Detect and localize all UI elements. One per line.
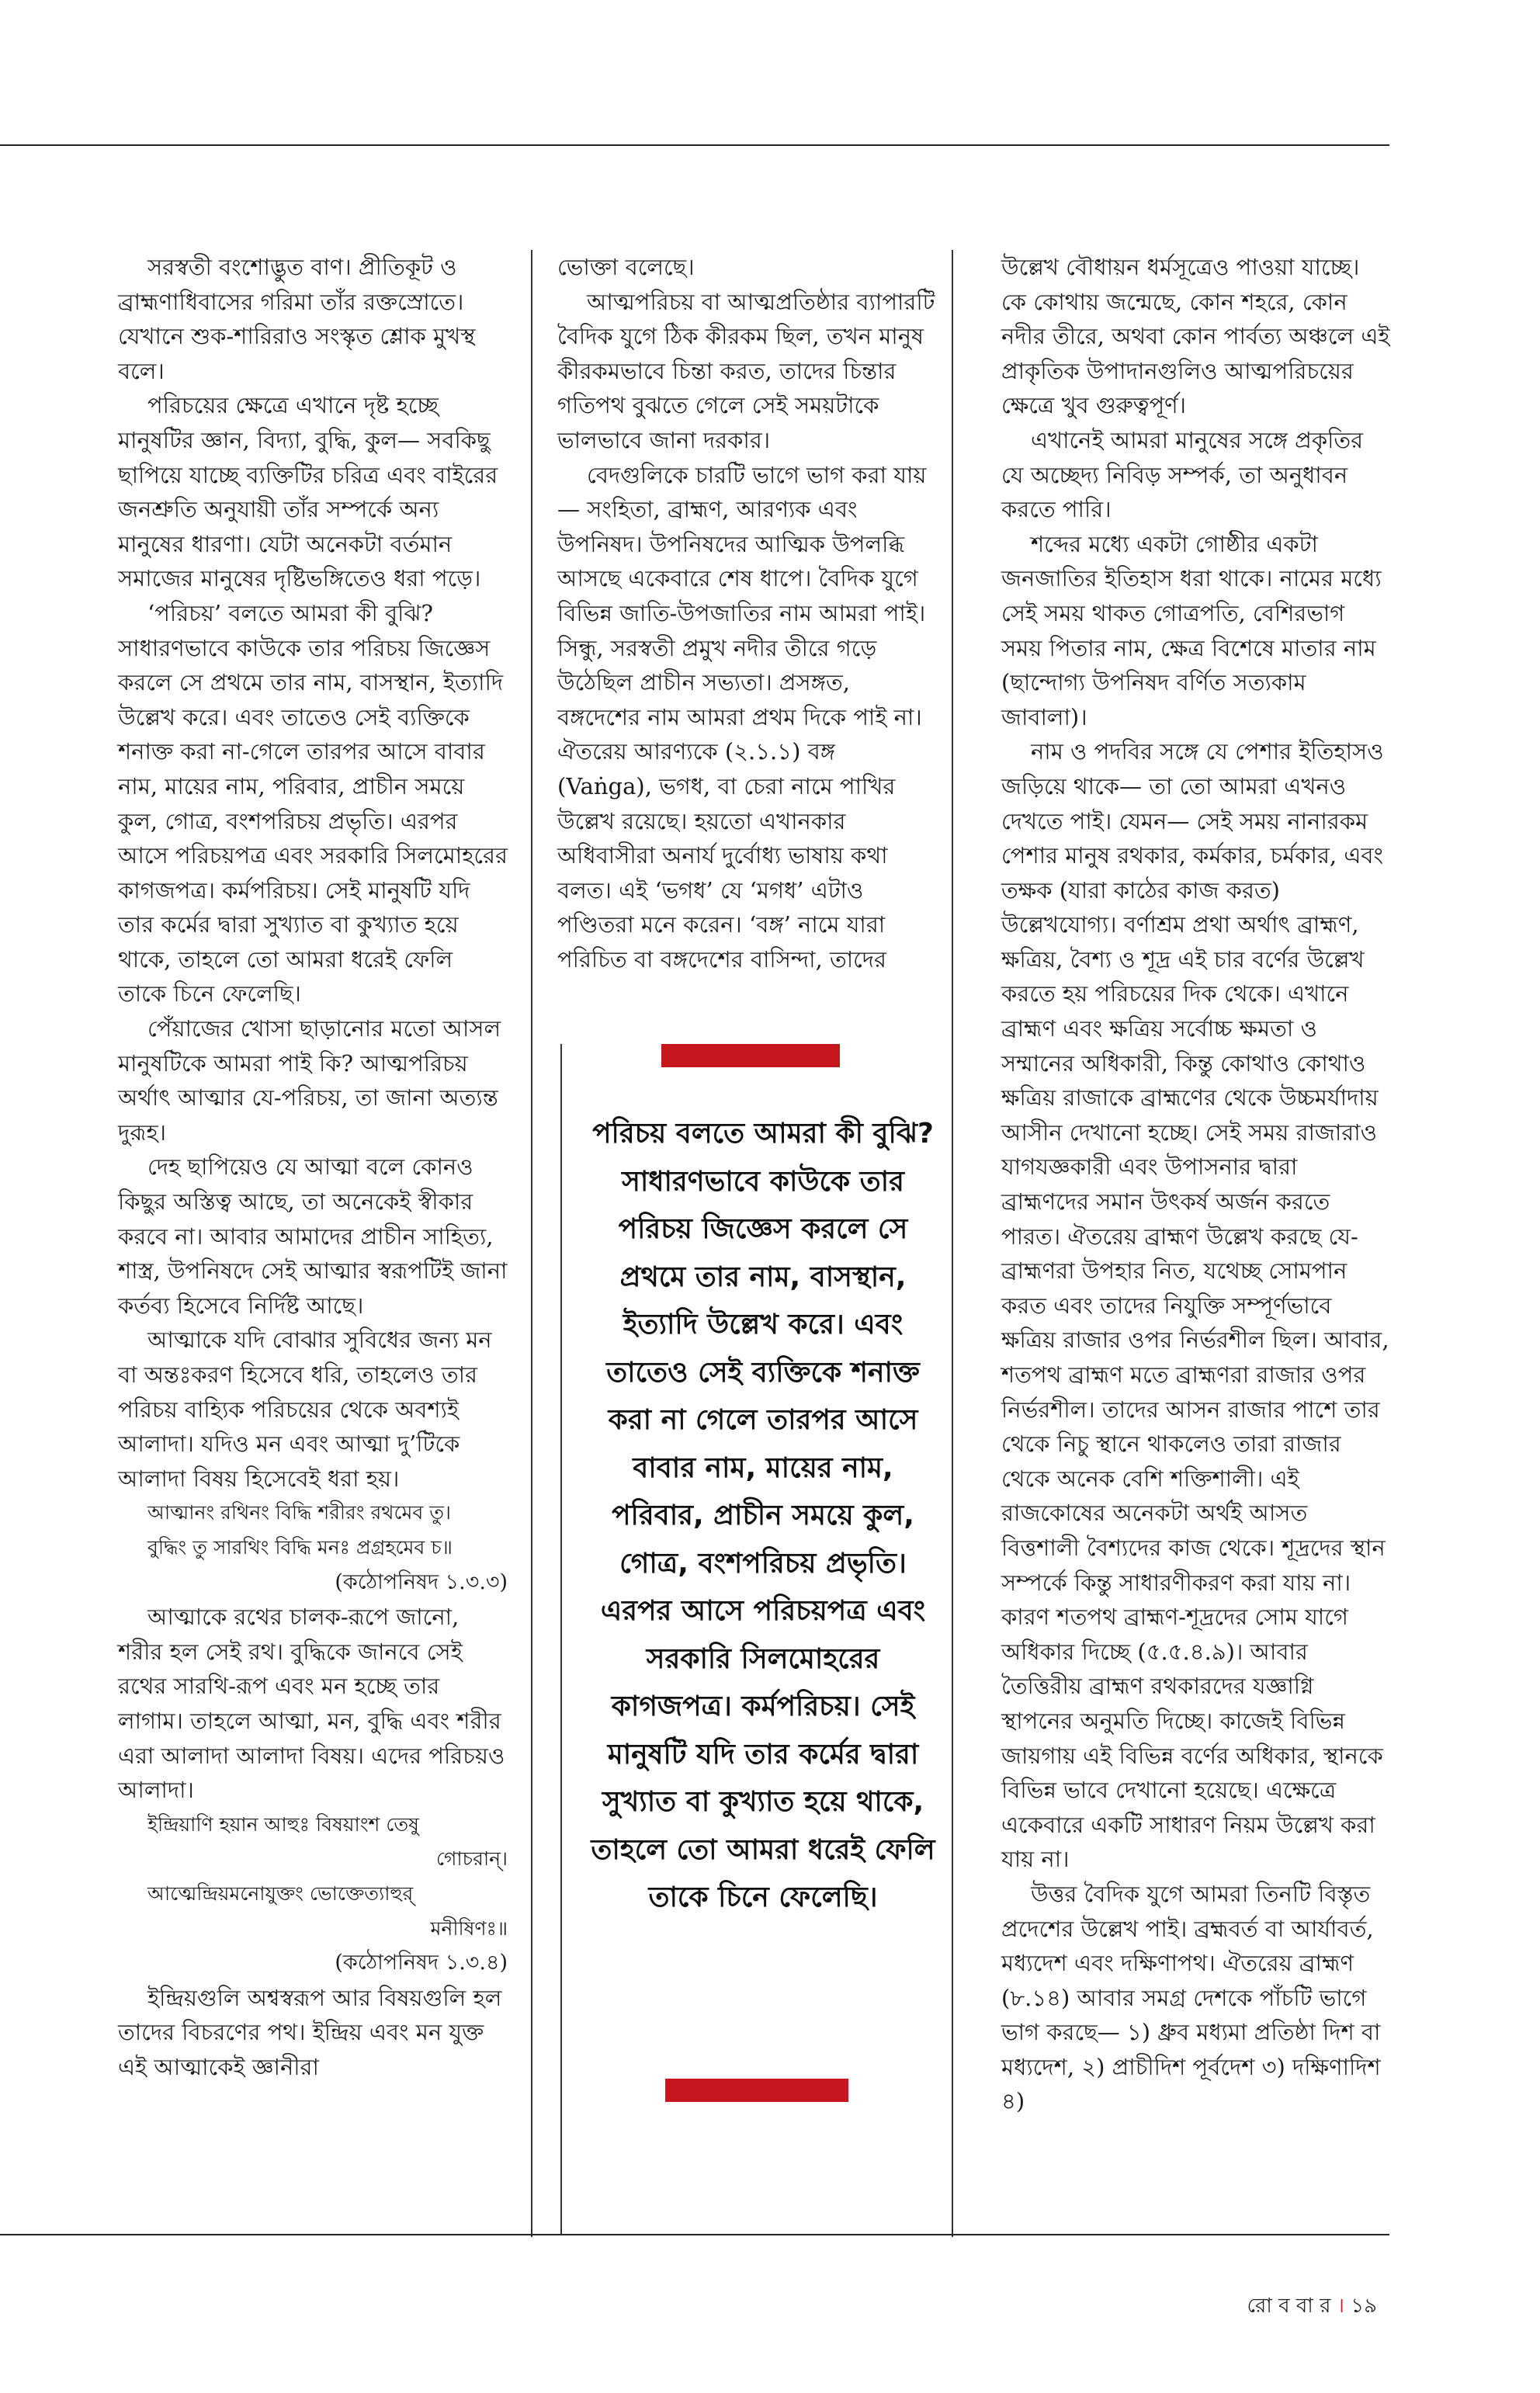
- verse-line: বুদ্ধিং তু সারথিং বিদ্ধি মনঃ প্রগ্রহমেব চ॥: [147, 1535, 453, 1559]
- column-divider-pull: [560, 1044, 562, 2235]
- column-left: [118, 250, 508, 2084]
- paragraph: সরস্বতী বংশোদ্ভুত বাণ। প্রীতিকূট ও ব্রাহ্মণাধিবাসের গরিমা তাঁর রক্তস্রোতে। যেখানে শুক-শারিরাও সংস্কৃত শ্লোক মুখস্থ বলে।: [118, 254, 476, 384]
- paragraph: পেঁয়াজের খোসা ছাড়ানোর মতো আসল মানুষটিকে আমরা পাই কি? আত্মপরিচয় অর্থাৎ আত্মার যে-পরিচয়, তা জানা অত্যন্ত দুরূহ।: [118, 1015, 501, 1146]
- paragraph: উল্লেখ বৌধায়ন ধর্মসূত্রেও পাওয়া যাচ্ছে। কে কোথায় জন্মেছে, কোন শহরে, কোন নদীর তীরে, অথবা কোন পার্বত্য অঞ্চলে এই প্রাকৃতিক উপাদানগুলিও আত্মপরিচয়ের ক্ষেত্রে খুব গুরুত্বপূর্ণ।: [1001, 254, 1390, 419]
- paragraph: উত্তর বৈদিক যুগে আমরা তিনটি বিস্তৃত প্রদেশের উল্লেখ পাই। ব্রহ্মবর্ত বা আর্যাবর্ত, মধ্যদেশ এবং দক্ষিণাপথ। ঐতরেয় ব্রাহ্মণ (৮.১৪) আবার সমগ্র দেশকে পাঁচটি ভাগে ভাগ করছে— ১) ধ্রুব মধ্যমা প্রতিষ্ঠা দিশ বা মধ্যদেশ, ২) প্রাচীদিশ পূর্বদেশ ৩) দক্ষিণাদিশ ৪): [1001, 1880, 1381, 2115]
- footer-separator: ।: [1337, 2294, 1344, 2318]
- verse-line: মনীষিণঃ॥: [430, 1916, 508, 1940]
- paragraph: আত্মাকে যদি বোঝার সুবিধের জন্য মন বা অন্তঃকরণ হিসেবে ধরি, তাহলেও তার পরিচয় বাহ্যিক পরিচয়ের থেকে অবশ্যই আলাদা। যদিও মন এবং আত্মা দু’টিকে আলাদা বিষয় হিসেবেই ধরা হয়।: [118, 1327, 492, 1492]
- paragraph: দেহ ছাপিয়েও যে আত্মা বলে কোনও কিছুর অস্তিত্ব আছে, তা অনেকেই স্বীকার করবে না। আবার আমাদের প্রাচীন সাহিত্য, শাস্ত্র, উপনিষদে সেই আত্মার স্বরূপটিই জানা কর্তব্য হিসেবে নির্দিষ্ট আছে।: [118, 1153, 508, 1319]
- column-middle: [557, 250, 936, 976]
- paragraph: আত্মাকে রথের চালক-রূপে জানো, শরীর হল সেই রথ। বুদ্ধিকে জানবে সেই রথের সারথি-রূপ এবং মন হচ্ছে তার লাগাম। তাহলে আত্মা, মন, বুদ্ধি এবং শরীর এরা আলাদা আলাদা বিষয়। এদের পরিচয়ও আলাদা।: [118, 1604, 505, 1804]
- paragraph: ভোক্তা বলেছে।: [557, 254, 695, 280]
- magazine-name: রো ব বা র: [1247, 2294, 1331, 2318]
- paragraph: এখানেই আমরা মানুষের সঙ্গে প্রকৃতির যে অচ্ছেদ্য নিবিড় সম্পর্ক, তা অনুধাবন করতে পারি।: [1001, 426, 1364, 523]
- verse-line: ইন্দ্রিয়াণি হয়ান আহুঃ বিষয়াংশ তেষু: [147, 1812, 419, 1836]
- paragraph: আত্মপরিচয় বা আত্মপ্রতিষ্ঠার ব্যাপারটি বৈদিক যুগে ঠিক কীরকম ছিল, তখন মানুষ কীরকমভাবে চিন্তা করত, তাদের চিন্তার গতিপথ বুঝতে গেলে সেই সময়টাকে ভালভাবে জানা দরকার।: [557, 288, 935, 453]
- page-footer: [1247, 2290, 1377, 2324]
- bottom-rule: [0, 2234, 1389, 2235]
- pull-quote: পরিচয় বলতে আমরা কী বুঝি? সাধারণভাবে কাউকে তার পরিচয় জিজ্ঞেস করলে সে প্রথমে তার নাম, বাসস্থান, ইত্যাদি উল্লেখ করে। এবং তাতেও সেই ব্যক্তিকে শনাক্ত করা না গেলে তারপর আসে বাবার নাম, মায়ের নাম, পরিবার, প্রাচীন সময়ে কুল, গোত্র, বংশপরিচয় প্রভৃতি। এরপর আসে পরিচয়পত্র এবং সরকারি সিলমোহরের কাগজপত্র। কর্মপরিচয়। সেই মানুষটি যদি তার কর্মের দ্বারা সুখ্যাত বা কুখ্যাত হয়ে থাকে, তাহলে তো আমরা ধরেই ফেলি তাকে চিনে ফেলেছি।: [591, 1118, 935, 1913]
- top-rule: [0, 144, 1389, 146]
- paragraph: ‘পরিচয়’ বলতে আমরা কী বুঝি? সাধারণভাবে কাউকে তার পরিচয় জিজ্ঞেস করলে সে প্রথমে তার নাম, বাসস্থান, ইত্যাদি উল্লেখ করে। এবং তাতেও সেই ব্যক্তিকে শনাক্ত করা না-গেলে তারপর আসে বাবার নাম, মায়ের নাম, পরিবার, প্রাচীন সময়ে কুল, গোত্র, বংশপরিচয় প্রভৃতি। এরপর আসে পরিচয়পত্র এবং সরকারি সিলমোহরের কাগজপত্র। কর্মপরিচয়। সেই মানুষটি যদি তার কর্মের দ্বারা সুখ্যাত বা কুখ্যাত হয়ে থাকে, তাহলে তো আমরা ধরেই ফেলি তাকে চিনে ফেলেছি।: [118, 599, 508, 1007]
- citation: (কঠোপনিষদ ১.৩.৩): [335, 1569, 508, 1594]
- paragraph: ইন্দ্রিয়গুলি অশ্বস্বরূপ আর বিষয়গুলি হল তাদের বিচরণের পথ। ইন্দ্রিয় এবং মন যুক্ত এই আত্মাকেই জ্ঞানীরা: [118, 1984, 502, 2080]
- column-divider-left: [531, 250, 532, 2237]
- page-number: ১৯: [1351, 2294, 1377, 2318]
- column-divider-right: [952, 250, 953, 2237]
- pull-quote-bottom-bar: [665, 2079, 848, 2102]
- paragraph: বেদগুলিকে চারটি ভাগে ভাগ করা যায়— সংহিতা, ব্রাহ্মণ, আরণ্যক এবং উপনিষদ। উপনিষদের আত্মিক উপলব্ধি আসছে একেবারে শেষ ধাপে। বৈদিক যুগে বিভিন্ন জাতি-উপজাতির নাম আমরা পাই। সিন্ধু, সরস্বতী প্রমুখ নদীর তীরে গড়ে উঠেছিল প্রাচীন সভ্যতা। প্রসঙ্গত, বঙ্গদেশের নাম আমরা প্রথম দিকে পাই না। ঐতরেয় আরণ্যকে (২.১.১) বঙ্গ (Vaṅga), ভগধ, বা চেরা নামে পাখির উল্লেখ রয়েছে। হয়তো এখানকার অধিবাসীরা অনার্য দুর্বোধ্য ভাষায় কথা বলত। এই ‘ভগধ’ যে ‘মগধ’ এটাও পণ্ডিতরা মনে করেন। ‘বঙ্গ’ নামে যারা পরিচিত বা বঙ্গদেশের বাসিন্দা, তাদের: [557, 461, 927, 973]
- pull-quote-top-bar: [661, 1044, 840, 1067]
- paragraph: পরিচয়ের ক্ষেত্রে এখানে দৃষ্ট হচ্ছে মানুষটির জ্ঞান, বিদ্যা, বুদ্ধি, কুল— সবকিছু ছাপিয়ে যাচ্ছে ব্যক্তিটির চরিত্র এবং বাইরের জনশ্রুতি অনুযায়ী তাঁর সম্পর্কে অন্য মানুষের ধারণা। যেটা অনেকটা বর্তমান সমাজের মানুষের দৃষ্টিভঙ্গিতেও ধরা পড়ে।: [118, 392, 498, 592]
- paragraph: শব্দের মধ্যে একটা গোষ্ঠীর একটা জনজাতির ইতিহাস ধরা থাকে। নামের মধ্যে সেই সময় থাকত গোত্রপতি, বেশিরভাগ সময় পিতার নাম, ক্ষেত্র বিশেষে মাতার নাম (ছান্দোগ্য উপনিষদ বর্ণিত সত্যকাম জাবালা)।: [1001, 530, 1382, 730]
- column-right: [1001, 250, 1391, 2119]
- verse-line: আত্মানং রথিনং বিদ্ধি শরীরং রথমেব তু।: [147, 1501, 451, 1524]
- paragraph: নাম ও পদবির সঙ্গে যে পেশার ইতিহাসও জড়িয়ে থাকে— তা তো আমরা এখনও দেখতে পাই। যেমন— সেই সময় নানারকম পেশার মানুষ রথকার, কর্মকার, চর্মকার, এবং তক্ষক (যারা কাঠের কাজ করত) উল্লেখযোগ্য। বর্ণাশ্রম প্রথা অর্থাৎ ব্রাহ্মণ, ক্ষত্রিয়, বৈশ্য ও শূদ্র এই চার বর্ণের উল্লেখ করতে হয় পরিচয়ের দিক থেকে। এখানে ব্রাহ্মণ এবং ক্ষত্রিয় সর্বোচ্চ ক্ষমতা ও সম্মানের অধিকারী, কিন্তু কোথাও কোথাও ক্ষত্রিয় রাজাকে ব্রাহ্মণের থেকে উচ্চমর্যাদায় আসীন দেখানো হচ্ছে। সেই সময় রাজারাও যাগযজ্ঞকারী এবং উপাসনার দ্বারা ব্রাহ্মণদের সমান উৎকর্ষ অর্জন করতে পারত। ঐতরেয় ব্রাহ্মণ উল্লেখ করছে যে-ব্রাহ্মণরা উপহার নিত, যথেচ্ছ সোমপান করত এবং তাদের নিযুক্তি সম্পূর্ণভাবে ক্ষত্রিয় রাজার ওপর নির্ভরশীল ছিল। আবার, শতপথ ব্রাহ্মণ মতে ব্রাহ্মণরা রাজার ওপর নির্ভরশীল। তাদের আসন রাজার পাশে তার থেকে নিচু স্থানে থাকলেও তারা রাজার থেকে অনেক বেশি শক্তিশালী। এই রাজকোষের অনেকটা অর্থই আসত বিত্তশালী বৈশ্যদের কাজ থেকে। শূদ্রদের স্থান সম্পর্কে কিন্তু সাধারণীকরণ করা যায় না। কারণ শতপথ ব্রাহ্মণ-শূদ্রদের সোম যাগে অধিকার দিচ্ছে (৫.৫.৪.৯)। আবার তৈত্তিরীয় ব্রাহ্মণ রথকারদের যজ্ঞাগ্নি স্থাপনের অনুমতি দিচ্ছে। কাজেই বিভিন্ন জায়গায় এই বিভিন্ন বর্ণের অধিকার, স্থানকে বিভিন্ন ভাবে দেখানো হয়েছে। এক্ষেত্রে একেবারে একটি সাধারণ নিয়ম উল্লেখ করা যায় না।: [1001, 738, 1389, 1873]
- verse-line: গোচরান্।: [435, 1847, 508, 1871]
- verse-line: আত্মেন্দ্রিয়মনোযুক্তং ভোক্তেত্যাহুর্: [147, 1881, 414, 1905]
- citation: (কঠোপনিষদ ১.৩.৪): [335, 1951, 508, 1975]
